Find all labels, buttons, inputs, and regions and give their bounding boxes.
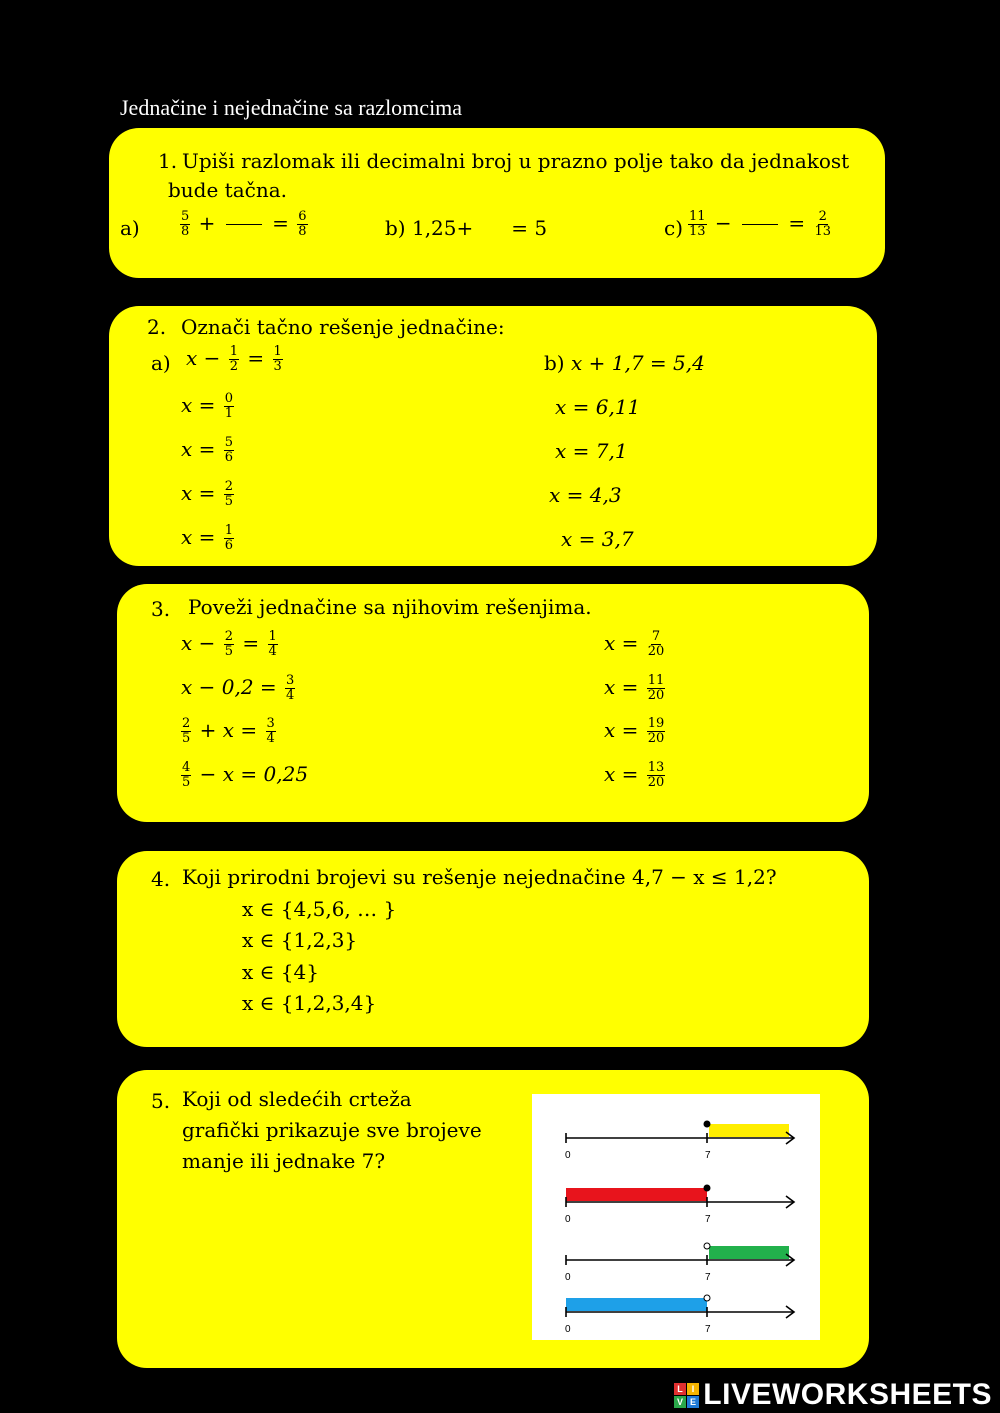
tick-label-seven: 7 (705, 1272, 711, 1283)
q1a-label: a) (120, 216, 140, 240)
eq-part: x − (181, 631, 216, 655)
q4-option[interactable]: x ∈ {1,2,3} (242, 928, 358, 952)
q2a-lhs: x − (186, 346, 221, 370)
highlight-bar (709, 1124, 789, 1137)
sol-prefix: x = (604, 675, 639, 699)
q1c-equals: = (788, 211, 806, 235)
q1-text-line1: Upiši razlomak ili decimalni broj u prazno polje tako da jednakost (182, 149, 850, 173)
eq-part: + x = (199, 718, 258, 742)
eq-den: 4 (268, 644, 277, 659)
q1b-text: b) 1,25+ (385, 216, 474, 240)
closed-endpoint (704, 1121, 710, 1127)
number-lines-svg (532, 1094, 820, 1340)
q2a-fraction2-den: 3 (273, 359, 282, 374)
q1c-label: c) (664, 216, 684, 240)
q2a-option[interactable] (181, 478, 236, 509)
q1-number: 1. (158, 149, 178, 173)
sol-num: 19 (647, 716, 665, 731)
tick-label-seven: 7 (705, 1150, 711, 1161)
eq-den: 5 (224, 644, 234, 659)
q1c-fraction2-den: 13 (814, 224, 832, 239)
eq-den: 5 (182, 731, 191, 746)
q1c-fraction1-den: 13 (689, 224, 706, 239)
q1a-plus: + (198, 211, 216, 235)
q3-left-equation[interactable] (181, 628, 280, 659)
page-title: Jednačine i nejednačine sa razlomcima (120, 95, 463, 120)
sol-prefix: x = (604, 762, 639, 786)
q3-left-equation[interactable] (179, 715, 278, 746)
tick-label-zero: 0 (565, 1324, 571, 1335)
liveworksheets-logo (674, 1378, 992, 1412)
q1c-fraction1-num: 11 (689, 209, 706, 224)
q1a-fraction1-den: 8 (181, 224, 190, 239)
eq-num: 3 (286, 673, 295, 688)
eq-part: − x = 0,25 (199, 762, 309, 786)
option-num: 2 (224, 479, 234, 494)
q2a-fraction1-den: 2 (229, 359, 239, 374)
open-endpoint (704, 1295, 710, 1301)
eq-num: 4 (182, 760, 191, 775)
eq-den: 4 (266, 731, 275, 746)
sol-prefix: x = (604, 718, 639, 742)
q4-option[interactable]: x ∈ {4,5,6, … } (242, 897, 397, 921)
q4-number: 4. (151, 867, 171, 891)
q2b-label: b) (544, 351, 565, 375)
q2a-option[interactable] (181, 522, 236, 553)
eq-num: 3 (266, 716, 275, 731)
eq-num: 1 (268, 629, 277, 644)
q2-number: 2. (147, 315, 167, 339)
q2b-option[interactable]: x = 3,7 (561, 527, 634, 551)
logo-letter: L (674, 1383, 686, 1395)
sol-den: 20 (647, 775, 665, 790)
option-prefix: x = (181, 393, 216, 417)
option-den: 6 (224, 538, 234, 553)
q2a-fraction1-num: 1 (229, 344, 239, 359)
eq-num: 2 (182, 716, 191, 731)
q1a-answer-blank[interactable] (226, 224, 262, 225)
eq-den: 4 (286, 688, 295, 703)
number-line-option[interactable] (565, 1121, 794, 1161)
sol-prefix: x = (604, 631, 639, 655)
number-line-option[interactable] (565, 1295, 794, 1335)
liveworksheets-brand-name: LIVEWORKSHEETS (703, 1378, 992, 1411)
q2a-fraction2-num: 1 (273, 344, 282, 359)
option-prefix: x = (181, 481, 216, 505)
eq-part: x − 0,2 = (181, 675, 277, 699)
tick-label-zero: 0 (565, 1150, 571, 1161)
q1c-fraction2-num: 2 (818, 209, 827, 224)
tick-label-seven: 7 (705, 1324, 711, 1335)
highlight-bar (566, 1298, 707, 1311)
highlight-bar (566, 1188, 707, 1201)
q1c-answer-blank[interactable] (742, 224, 778, 225)
q2a-label: a) (151, 351, 171, 375)
q3-right-solution[interactable] (604, 759, 667, 790)
eq-num: 2 (224, 629, 234, 644)
q3-right-solution[interactable] (604, 628, 667, 659)
option-num: 0 (224, 391, 234, 406)
tick-label-zero: 0 (565, 1272, 571, 1283)
q2-text: Označi tačno rešenje jednačine: (181, 315, 505, 339)
option-num: 5 (224, 435, 234, 450)
q4-option[interactable]: x ∈ {4} (242, 960, 319, 984)
open-endpoint (704, 1243, 710, 1249)
q2b-option[interactable]: x = 7,1 (555, 439, 628, 463)
option-den: 6 (224, 450, 234, 465)
q2b-option[interactable]: x = 4,3 (549, 483, 622, 507)
number-line-option[interactable] (565, 1243, 794, 1283)
q4-text: Koji prirodni brojevi su rešenje nejednačine 4,7 − x ≤ 1,2? (182, 865, 777, 889)
sol-den: 20 (647, 688, 665, 703)
logo-letter: V (674, 1396, 686, 1408)
highlight-bar (709, 1246, 789, 1259)
q2a-equation (186, 343, 285, 374)
sol-num: 7 (651, 629, 661, 644)
number-line-option[interactable] (565, 1185, 794, 1225)
eq-part: = (242, 631, 260, 655)
q1c-equation (686, 208, 834, 239)
q5-number-lines-panel (532, 1094, 820, 1340)
option-num: 1 (224, 523, 234, 538)
q2a-option[interactable] (181, 390, 236, 421)
q1c-minus: − (714, 211, 732, 235)
logo-letter: I (687, 1383, 699, 1395)
q2b-equation: x + 1,7 = 5,4 (571, 351, 705, 375)
q3-number: 3. (151, 597, 171, 621)
q2a-option[interactable] (181, 434, 236, 465)
q3-left-equation[interactable] (179, 759, 308, 790)
q1a-fraction2-den: 8 (298, 224, 307, 239)
q1-text-line2: bude tačna. (168, 178, 288, 202)
q3-text: Poveži jednačine sa njihovim rešenjima. (188, 595, 592, 619)
q1a-fraction1-num: 5 (181, 209, 190, 224)
q2b-option[interactable]: x = 6,11 (555, 395, 641, 419)
liveworksheets-logo-icon (674, 1383, 699, 1408)
q1b-equals: = 5 (511, 216, 548, 240)
tick-label-seven: 7 (705, 1214, 711, 1225)
q1a-fraction2-num: 6 (298, 209, 307, 224)
q3-right-solution[interactable] (604, 672, 667, 703)
q5-text-line3: manje ili jednake 7? (182, 1149, 386, 1173)
sol-num: 13 (647, 760, 665, 775)
sol-den: 20 (647, 644, 665, 659)
sol-den: 20 (647, 731, 665, 746)
closed-endpoint (704, 1185, 710, 1191)
q1a-equals: = (272, 211, 289, 235)
option-prefix: x = (181, 437, 216, 461)
q4-option[interactable]: x ∈ {1,2,3,4} (242, 991, 377, 1015)
q2a-equals: = (247, 346, 265, 370)
option-den: 1 (224, 406, 234, 421)
eq-den: 5 (182, 775, 191, 790)
q3-right-solution[interactable] (604, 715, 667, 746)
q5-text-line1: Koji od sledećih crteža (182, 1087, 412, 1111)
logo-letter: E (687, 1396, 699, 1408)
sol-num: 11 (647, 673, 665, 688)
q1a-equation (178, 208, 310, 239)
tick-label-zero: 0 (565, 1214, 571, 1225)
q5-number: 5. (151, 1089, 171, 1113)
option-prefix: x = (181, 525, 216, 549)
option-den: 5 (224, 494, 234, 509)
q3-left-equation[interactable] (181, 672, 297, 703)
q5-text-line2: grafički prikazuje sve brojeve (182, 1118, 482, 1142)
q1b-equation (385, 213, 547, 243)
